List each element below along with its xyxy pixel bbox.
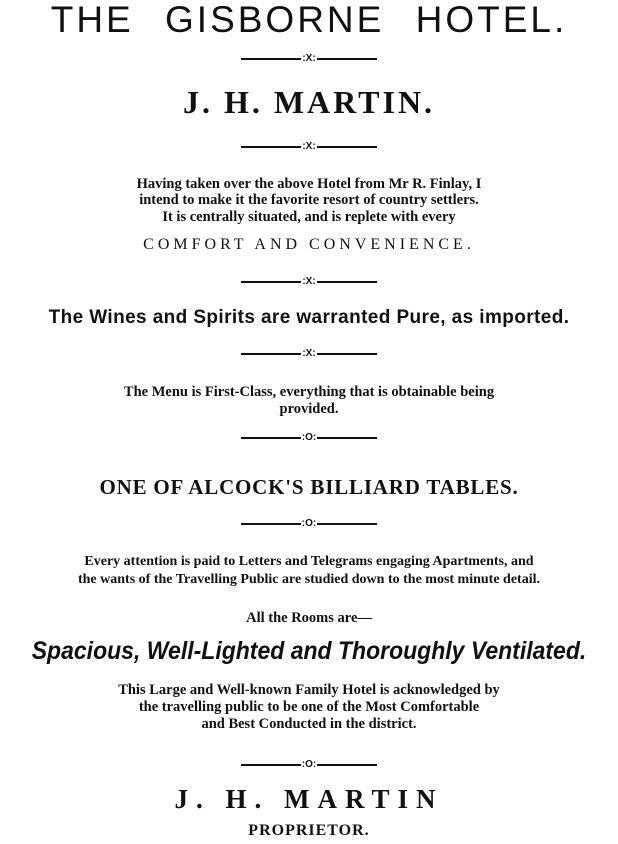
- acknowledgement-line: This Large and Well-known Family Hotel is acknowledged by: [118, 682, 500, 698]
- hotel-title: THE GISBORNE HOTEL.: [50, 0, 568, 40]
- divider: :X:: [0, 141, 618, 153]
- wines-statement: The Wines and Spirits are warranted Pure, as imported.: [48, 307, 570, 328]
- divider: :O:: [0, 518, 618, 530]
- rooms-intro: All the Rooms are—: [246, 610, 372, 626]
- menu-line: The Menu is First-Class, everything that is obtainable being: [123, 384, 495, 400]
- intro-line: intend to make it the favorite resort of country settlers.: [139, 192, 479, 208]
- comfort-heading: COMFORT AND CONVENIENCE.: [143, 236, 475, 253]
- acknowledgement-line: and Best Conducted in the district.: [201, 716, 417, 732]
- divider: :X:: [0, 53, 618, 65]
- acknowledgement-line: the travelling public to be one of the Most Comfortable: [138, 699, 480, 715]
- signature-title: PROPRIETOR.: [248, 822, 370, 839]
- divider: :O:: [0, 759, 618, 771]
- divider: :O:: [0, 432, 618, 444]
- rooms-features: Spacious, Well-Lighted and Thoroughly Ventilated.: [31, 637, 587, 665]
- divider: :X:: [0, 276, 618, 288]
- attention-line: Every attention is paid to Letters and Telegrams engaging Apartments, and: [84, 554, 534, 569]
- intro-line: It is centrally situated, and is replete with every: [162, 209, 456, 225]
- signature-name: J. H. MARTIN: [174, 784, 444, 814]
- intro-line: Having taken over the above Hotel from Mr R. Finlay, I: [136, 176, 482, 192]
- attention-line: the wants of the Travelling Public are studied down to the most minute detail.: [77, 572, 540, 587]
- proprietor-name: J. H. MARTIN.: [182, 84, 436, 120]
- divider: :X:: [0, 348, 618, 360]
- menu-line: provided.: [279, 401, 339, 417]
- billiards-heading: ONE OF ALCOCK'S BILLIARD TABLES.: [99, 475, 519, 499]
